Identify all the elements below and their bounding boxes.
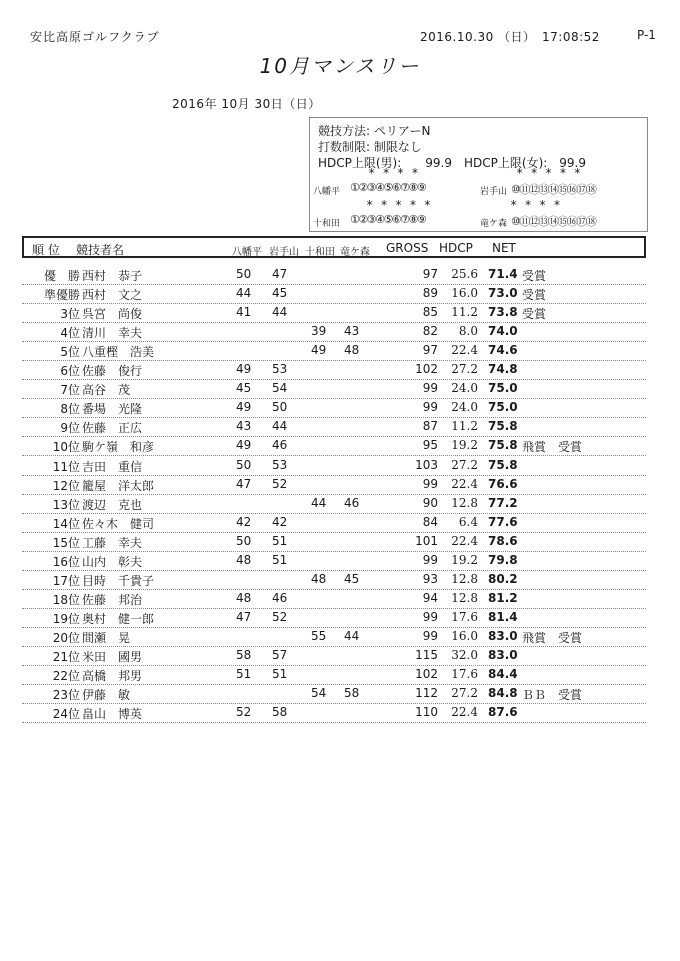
col-course4: 竜ケ森 [340, 247, 370, 258]
table-row [22, 513, 646, 533]
cell-rank: 10位 [52, 440, 80, 455]
cell-c2: 52 [272, 476, 288, 491]
col-hdcp: HDCP [439, 241, 473, 255]
cell-hdcp: 19.2 [451, 438, 478, 453]
cell-c1: 49 [236, 400, 252, 415]
hidden-holes-stars-front-2: * * * * * [366, 198, 432, 212]
cell-c1: 43 [236, 419, 252, 434]
cell-net: 83.0 [488, 648, 518, 662]
cell-name: 呉宮 尚俊 [82, 307, 143, 322]
cell-gross: 82 [422, 324, 438, 339]
cell-hdcp: 11.2 [451, 305, 478, 320]
cell-name: 奥村 健一郎 [82, 611, 155, 626]
cell-rank: 21位 [52, 650, 80, 664]
cell-rank: 優 勝 [43, 269, 80, 283]
table-row [22, 475, 646, 495]
cell-name: 畠山 博英 [82, 707, 143, 722]
cell-hdcp: 22.4 [451, 343, 478, 358]
cell-c2: 53 [272, 457, 288, 472]
table-row [22, 322, 646, 342]
cell-c2: 47 [272, 267, 288, 281]
cell-rank: 22位 [52, 669, 80, 684]
cell-gross: 99 [422, 381, 438, 396]
cell-award: 受賞 [522, 288, 547, 303]
cell-name: 吉田 重信 [82, 459, 143, 474]
table-row [22, 627, 646, 647]
cell-c2: 45 [272, 286, 288, 301]
method-line: 競技方法: ペリアーN [318, 124, 431, 138]
competition-date: 2016年 10月 30日（日） [172, 97, 321, 111]
cell-rank: 15位 [52, 535, 80, 550]
cell-gross: 115 [415, 648, 438, 662]
cell-net: 75.0 [488, 400, 518, 415]
cell-rank: 8位 [60, 402, 80, 417]
cell-rank: 4位 [60, 326, 80, 341]
cell-c2: 44 [272, 419, 288, 434]
cell-rank: 20位 [52, 630, 80, 645]
cell-name: 清川 幸夫 [82, 326, 143, 341]
cell-net: 76.6 [488, 476, 518, 491]
table-row [22, 303, 646, 323]
holes-back-row1: ⑩⑪⑫⑬⑭⑮⑯⑰⑱ [511, 183, 596, 196]
cell-c2: 51 [272, 552, 288, 567]
cell-net: 84.4 [488, 667, 518, 682]
col-net: NET [492, 241, 516, 255]
cell-net: 73.8 [488, 305, 518, 320]
cell-c1: 47 [236, 476, 252, 491]
cell-c2: 51 [272, 667, 288, 682]
cell-hdcp: 12.8 [451, 495, 478, 510]
cell-net: 79.8 [488, 552, 518, 567]
cell-c1: 47 [236, 609, 252, 624]
cell-c4: 46 [344, 495, 360, 510]
table-row [22, 379, 646, 399]
cell-hdcp: 17.6 [451, 609, 478, 624]
cell-hdcp: 22.4 [451, 533, 478, 548]
holes-front-row2: ①②③④⑤⑥⑦⑧⑨ [350, 213, 426, 226]
cell-name: 駒ケ嶺 和彦 [82, 440, 155, 455]
cell-hdcp: 27.2 [451, 457, 478, 472]
page-number: P-1 [637, 28, 656, 42]
course-label-hachimantai: 八幡平 [313, 187, 341, 197]
cell-c2: 52 [272, 609, 288, 624]
cell-c4: 45 [344, 571, 360, 586]
cell-net: 74.8 [488, 362, 518, 377]
cell-gross: 97 [422, 343, 438, 358]
table-row [22, 551, 646, 571]
cell-award: 受賞 [522, 269, 547, 283]
cell-award: 飛賞 受賞 [522, 440, 583, 455]
cell-net: 71.4 [488, 267, 518, 281]
cell-net: 74.0 [488, 324, 518, 339]
cell-name: 八重樫 浩美 [82, 345, 155, 360]
cell-rank: 3位 [60, 307, 80, 322]
cell-name: 間瀬 晃 [82, 630, 131, 645]
cell-hdcp: 6.4 [458, 514, 478, 529]
cell-c2: 42 [272, 514, 288, 529]
cell-gross: 102 [415, 667, 438, 682]
cell-c1: 50 [236, 457, 252, 472]
cell-hdcp: 19.2 [451, 552, 478, 567]
cell-gross: 97 [422, 267, 438, 281]
cell-hdcp: 22.4 [451, 705, 478, 720]
col-gross: GROSS [386, 241, 429, 255]
cell-gross: 94 [422, 590, 438, 605]
cell-c3: 44 [311, 495, 327, 510]
cell-rank: 19位 [52, 611, 80, 626]
cell-gross: 84 [422, 514, 438, 529]
table-row [22, 532, 646, 552]
cell-gross: 99 [422, 400, 438, 415]
cell-rank: 23位 [52, 688, 80, 703]
cell-net: 81.4 [488, 609, 518, 624]
cell-hdcp: 16.0 [451, 628, 478, 643]
cell-c1: 48 [236, 590, 252, 605]
cell-gross: 112 [415, 686, 438, 701]
cell-c1: 45 [236, 381, 252, 396]
cell-c2: 50 [272, 400, 288, 415]
table-row [22, 665, 646, 685]
table-row [22, 646, 646, 666]
cell-net: 75.8 [488, 457, 518, 472]
course-label-iwatesan: 岩手山 [480, 187, 508, 197]
page-title: 10月マンスリー [259, 54, 421, 78]
cell-hdcp: 22.4 [451, 476, 478, 491]
cell-rank: 準優勝 [43, 288, 80, 303]
cell-hdcp: 32.0 [451, 648, 478, 662]
cell-gross: 99 [422, 552, 438, 567]
cell-name: 西村 文之 [82, 288, 143, 303]
cell-c2: 51 [272, 533, 288, 548]
cell-net: 74.6 [488, 343, 518, 358]
cell-net: 83.0 [488, 628, 518, 643]
cell-c2: 44 [272, 305, 288, 320]
cell-c1: 50 [236, 533, 252, 548]
cell-c2: 58 [272, 705, 288, 720]
cell-net: 75.8 [488, 438, 518, 453]
cell-hdcp: 12.8 [451, 571, 478, 586]
table-row [22, 436, 646, 456]
cell-rank: 7位 [60, 383, 80, 398]
cell-rank: 17位 [52, 573, 80, 588]
cell-c2: 46 [272, 438, 288, 453]
cell-hdcp: 17.6 [451, 667, 478, 682]
cell-rank: 18位 [52, 592, 80, 607]
cell-hdcp: 8.0 [458, 324, 478, 339]
cell-name: 米田 國男 [82, 650, 143, 664]
cell-rank: 6位 [60, 364, 80, 379]
cell-net: 87.6 [488, 705, 518, 720]
cell-name: 山内 彰夫 [82, 554, 143, 569]
cell-gross: 99 [422, 609, 438, 624]
cell-net: 78.6 [488, 533, 518, 548]
cell-gross: 85 [422, 305, 438, 320]
cell-c4: 43 [344, 324, 360, 339]
cell-hdcp: 16.0 [451, 286, 478, 301]
cell-rank: 16位 [52, 554, 80, 569]
cell-c1: 44 [236, 286, 252, 301]
cell-gross: 103 [415, 457, 438, 472]
cell-name: 目時 千貴子 [82, 573, 155, 588]
table-row [22, 284, 646, 304]
cell-c1: 49 [236, 438, 252, 453]
col-name: 競技者名 [76, 243, 125, 257]
cell-net: 73.0 [488, 286, 518, 301]
table-row [22, 703, 646, 723]
cell-name: 渡辺 克也 [82, 497, 143, 512]
cell-gross: 101 [415, 533, 438, 548]
cell-award: 受賞 [522, 307, 547, 322]
cell-gross: 110 [415, 705, 438, 720]
results-table-header [22, 236, 646, 258]
cell-c1: 50 [236, 267, 252, 281]
cell-gross: 99 [422, 476, 438, 491]
cell-rank: 5位 [60, 345, 80, 360]
cell-c2: 46 [272, 590, 288, 605]
cell-net: 81.2 [488, 590, 518, 605]
cell-c4: 48 [344, 343, 360, 358]
cell-c1: 49 [236, 362, 252, 377]
cell-gross: 102 [415, 362, 438, 377]
cell-gross: 99 [422, 628, 438, 643]
cell-rank: 14位 [52, 516, 80, 531]
competition-rules-box [309, 117, 648, 232]
cell-rank: 11位 [52, 459, 80, 474]
cell-hdcp: 25.6 [451, 267, 478, 281]
stroke-limit-line: 打数制限: 制限なし [318, 140, 422, 154]
cell-c1: 42 [236, 514, 252, 529]
cell-net: 84.8 [488, 686, 518, 701]
cell-gross: 90 [422, 495, 438, 510]
cell-name: 佐藤 俊行 [82, 364, 143, 379]
hidden-holes-stars-back: * * * * * [516, 166, 582, 180]
table-row [22, 494, 646, 514]
cell-c1: 48 [236, 552, 252, 567]
course-label-ryugamori: 竜ケ森 [480, 219, 508, 229]
cell-c3: 54 [311, 686, 327, 701]
cell-hdcp: 27.2 [451, 686, 478, 701]
cell-hdcp: 24.0 [451, 400, 478, 415]
hidden-holes-stars-front: * * * * [368, 166, 419, 180]
cell-net: 77.2 [488, 495, 518, 510]
cell-name: 番場 光隆 [82, 402, 143, 417]
col-rank: 順 位 [32, 243, 60, 257]
table-row [22, 398, 646, 418]
cell-net: 75.8 [488, 419, 518, 434]
cell-hdcp: 24.0 [451, 381, 478, 396]
table-row [22, 341, 646, 361]
table-row [22, 456, 646, 476]
cell-c3: 49 [311, 343, 327, 358]
cell-name: 高橋 邦男 [82, 669, 143, 684]
cell-hdcp: 11.2 [451, 419, 478, 434]
table-row [22, 417, 646, 437]
cell-gross: 89 [422, 286, 438, 301]
cell-award: ＢＢ 受賞 [522, 688, 583, 703]
hdcp-limit-line: HDCP上限(男): 99.9 HDCP上限(女): 99.9 [318, 156, 587, 170]
table-row [22, 360, 646, 380]
cell-hdcp: 12.8 [451, 590, 478, 605]
holes-front-row1: ①②③④⑤⑥⑦⑧⑨ [350, 181, 426, 194]
cell-c4: 44 [344, 628, 360, 643]
col-course2: 岩手山 [269, 247, 299, 258]
cell-name: 工藤 幸夫 [82, 535, 143, 550]
cell-net: 75.0 [488, 381, 518, 396]
printed-timestamp: 2016.10.30 （日） 17:08:52 [420, 30, 600, 44]
club-name: 安比高原ゴルフクラブ [30, 30, 160, 44]
cell-gross: 87 [422, 419, 438, 434]
cell-name: 佐々木 健司 [82, 516, 155, 531]
col-course3: 十和田 [305, 247, 335, 258]
cell-name: 佐藤 邦治 [82, 592, 143, 607]
cell-award: 飛賞 受賞 [522, 630, 583, 645]
cell-hdcp: 27.2 [451, 362, 478, 377]
cell-rank: 13位 [52, 497, 80, 512]
cell-net: 77.6 [488, 514, 518, 529]
cell-name: 籠屋 洋太郎 [82, 478, 155, 493]
cell-c3: 48 [311, 571, 327, 586]
cell-rank: 24位 [52, 707, 80, 722]
cell-gross: 95 [422, 438, 438, 453]
holes-back-row2: ⑩⑪⑫⑬⑭⑮⑯⑰⑱ [511, 215, 596, 228]
cell-c3: 55 [311, 628, 327, 643]
cell-c1: 41 [236, 305, 252, 320]
table-row [22, 265, 646, 285]
col-course1: 八幡平 [232, 247, 262, 258]
cell-rank: 12位 [52, 478, 80, 493]
table-row [22, 608, 646, 628]
cell-gross: 93 [422, 571, 438, 586]
table-row [22, 684, 646, 704]
cell-name: 佐藤 正広 [82, 421, 143, 436]
cell-name: 西村 恭子 [82, 269, 143, 283]
cell-c1: 58 [236, 648, 252, 662]
cell-c2: 57 [272, 648, 288, 662]
cell-c4: 58 [344, 686, 360, 701]
table-row [22, 570, 646, 590]
cell-name: 高谷 茂 [82, 383, 131, 398]
cell-c2: 53 [272, 362, 288, 377]
cell-c1: 51 [236, 667, 252, 682]
table-row [22, 589, 646, 609]
cell-name: 伊藤 敏 [82, 688, 131, 703]
cell-rank: 9位 [60, 421, 80, 436]
cell-c2: 54 [272, 381, 288, 396]
cell-net: 80.2 [488, 571, 518, 586]
cell-c1: 52 [236, 705, 252, 720]
cell-c3: 39 [311, 324, 327, 339]
course-label-towada: 十和田 [313, 219, 341, 229]
hidden-holes-stars-back-2: * * * * [510, 198, 561, 212]
